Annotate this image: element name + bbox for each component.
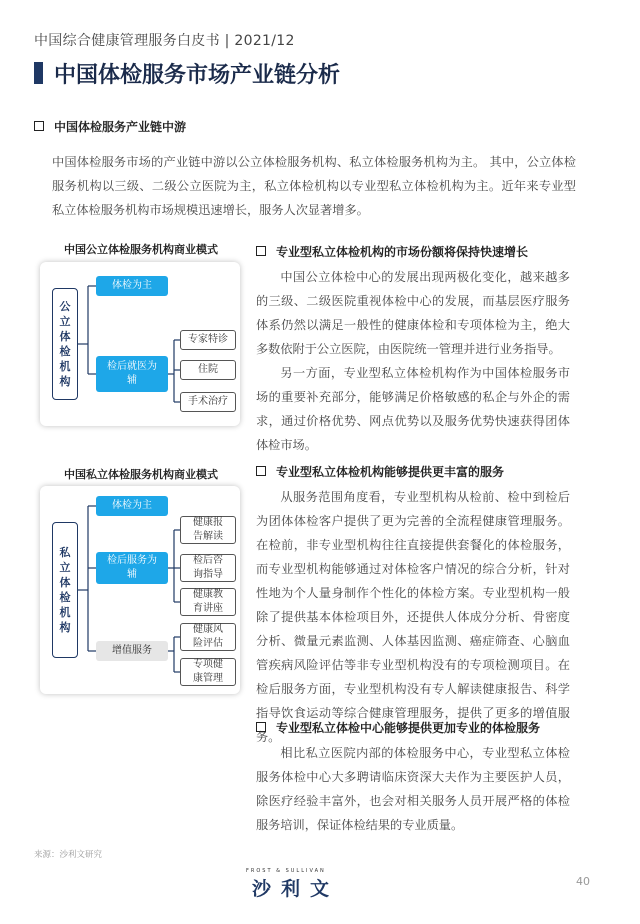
public-secondary-node: 检后就医为辅 — [96, 356, 168, 392]
market-share-paragraph-2 — [256, 361, 570, 457]
private-secondary-node: 检后服务为辅 — [96, 552, 168, 584]
intro-paragraph: 中国体检服务市场的产业链中游以公立体检服务机构、私立体检服务机构为主。 其中，公立体检服务机构以三级、二级公立医院为主，私立体检机构以专业型私立体检机构为主。近年来专业型私立体检服务机构市场规模迅速增长，服务人次显著增多。 — [52, 155, 576, 217]
checkbox-bullet-icon — [256, 246, 266, 256]
title-accent-bar — [34, 62, 43, 84]
section-heading-text: 专业型私立体检中心能够提供更加专业的体检服务 — [276, 721, 541, 735]
public-leaf-node: 专家特诊 — [180, 330, 236, 350]
diagram-public-title: 中国公立体检服务机构商业模式 — [64, 243, 218, 256]
section-heading-professional — [256, 719, 540, 736]
source-note: 来源：沙利文研究 — [34, 850, 103, 860]
page-number: 40 — [576, 875, 590, 888]
private-primary-node: 体检为主 — [96, 496, 168, 516]
private-leaf-node: 健康报告解读 — [180, 516, 236, 544]
public-primary-node: 体检为主 — [96, 276, 168, 296]
diagram-private-title: 中国私立体检服务机构商业模式 — [64, 468, 218, 481]
private-leaf-node: 健康风险评估 — [180, 623, 236, 651]
section-heading-text: 专业型私立体检机构能够提供更丰富的服务 — [276, 465, 505, 479]
paragraph-text: 相比私立医院内部的体检服务中心，专业型私立体检服务体检中心大多聘请临床资深大夫作为主要医护人员，除医疗经验丰富外，也会对相关服务人员开展严格的体检服务培训，保证体检结果的专业质量。 — [256, 746, 570, 832]
section-heading-main-text: 中国体检服务产业链中游 — [54, 120, 187, 134]
report-header: 中国综合健康管理服务白皮书 | 2021/12 — [34, 33, 295, 49]
private-tertiary-node: 增值服务 — [96, 641, 168, 661]
checkbox-bullet-icon — [256, 722, 266, 732]
public-leaf-node: 住院 — [180, 360, 236, 380]
paragraph-text: 中国公立体检中心的发展出现两极化变化，越来越多的三级、二级医院重视体检中心的发展，而基层医疗服务体系仍然以满足一般性的健康体检和专项体检为主，绝大多数依附于公立医院，由医院统一管理并进行业务指导。 — [256, 270, 570, 356]
checkbox-bullet-icon — [256, 466, 266, 476]
section-heading-text: 专业型私立体检机构的市场份额将保持快速增长 — [276, 245, 529, 259]
market-share-paragraph-1 — [256, 265, 570, 361]
private-root-node: 私立体检机构 — [52, 522, 78, 658]
logo-frost-sullivan-text: FROST & SULLIVAN — [246, 868, 326, 874]
public-leaf-node: 手术治疗 — [180, 392, 236, 412]
professional-paragraph — [256, 741, 570, 837]
public-root-node: 公立体检机构 — [52, 288, 78, 400]
section-heading-services — [256, 463, 504, 480]
diagram-public — [40, 262, 240, 426]
services-paragraph — [256, 485, 570, 749]
paragraph-text: 从服务范围角度看，专业型机构从检前、检中到检后为团体体检客户提供了更为完善的全流程健康管理服务。在检前，非专业型机构往往直接提供套餐化的体检服务，而专业型机构能够通过对体检客户情况的综合分析，针对性地为个人量身制作个性化的体检方案。专业型机构一般除了提供基本体检项目外，还提供人体成分分析、骨密度分析、微量元素监测、人体基因监测、癌症筛查、心脑血管疾病风险评估等非专业型机构没有的专项检测项目。在检后服务方面，专业型机构没有专人解读健康报告、科学指导饮食运动等综合健康管理服务，提供了更多的增值服务。 — [256, 490, 570, 744]
private-leaf-node: 专项健康管理 — [180, 658, 236, 686]
private-leaf-node: 健康教育讲座 — [180, 588, 236, 616]
diagram-private — [40, 486, 240, 694]
checkbox-bullet-icon — [34, 121, 44, 131]
section-heading-market-share — [256, 243, 528, 260]
private-leaf-node: 检后咨询指导 — [180, 554, 236, 582]
page-title: 中国体检服务市场产业链分析 — [54, 63, 341, 88]
paragraph-text: 另一方面，专业型私立体检机构作为中国体检服务市场的重要补充部分，能够满足价格敏感的私企与外企的需求，通过价格优势、网点优势以及服务优势快速获得团体体检市场。 — [256, 366, 570, 452]
section-heading-main — [34, 118, 186, 135]
logo-sullivan-chinese: 沙利文 — [252, 878, 340, 900]
